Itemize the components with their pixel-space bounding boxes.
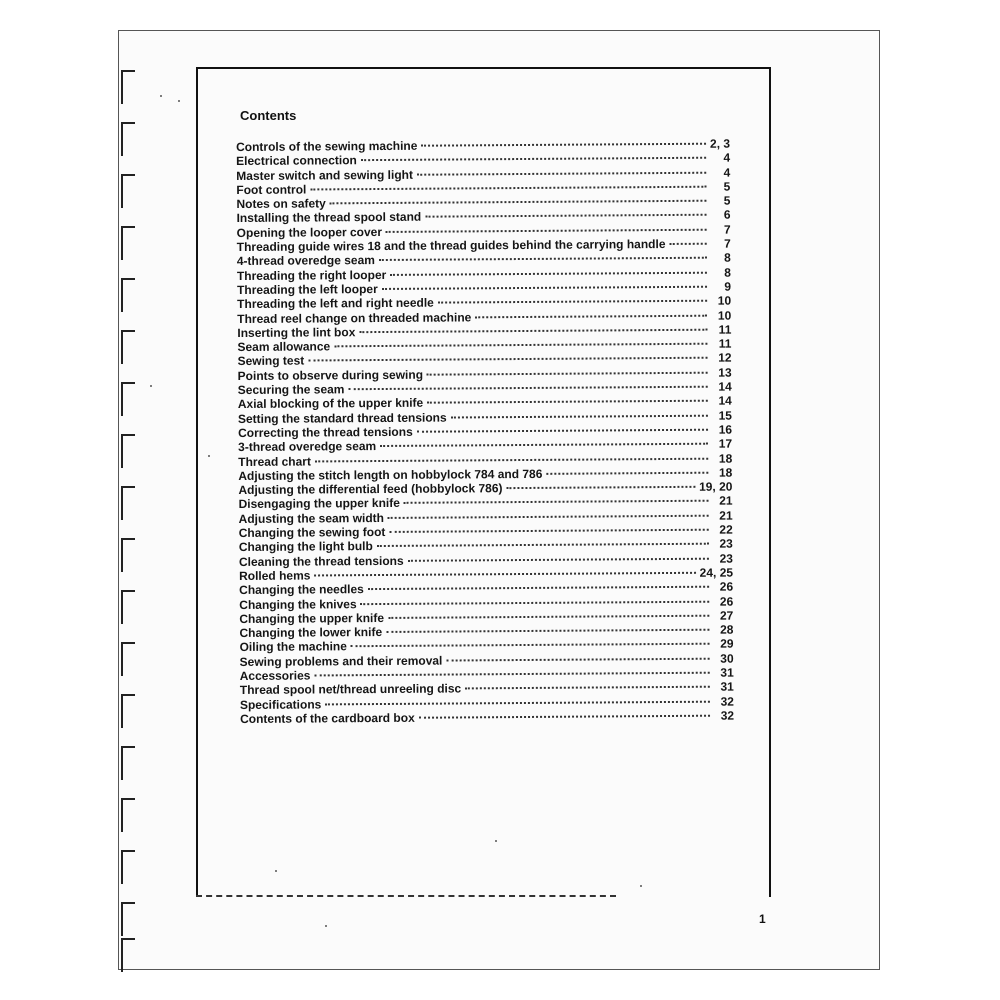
toc-entry-title: Changing the sewing foot [238,524,386,541]
toc-entry-page: 11 [718,322,732,337]
toc-entry-title: Thread spool net/thread unreeling disc [239,681,462,698]
dot-leader [417,171,706,175]
toc-entry-page: 18 [718,451,733,466]
toc-entry-page: 19, 20 [699,479,733,494]
toc-entry-title: 4-thread overedge seam [236,253,375,269]
toc-entry-page: 10 [717,308,732,323]
toc-entry-title: Cleaning the thread tensions [238,553,404,569]
dot-leader [310,186,706,191]
scan-speck [325,925,327,927]
toc-entry-title: Adjusting the stitch length on hobbylock 784 and 786 [238,466,543,483]
toc-entry-title: Correcting the thread tensions [237,424,413,440]
dot-leader [351,643,710,648]
toc-entry-page: 9 [724,279,732,294]
toc-entry-title: Inserting the lint box [237,325,356,340]
toc-entry-page: 12 [718,350,732,366]
binding-ring [121,694,135,728]
dot-leader [386,629,709,633]
toc-entry-page: 32 [720,708,735,723]
toc-entry-title: Changing the lower knife [239,625,383,641]
toc-entry-title: Master switch and sewing light [236,167,413,183]
dot-leader [334,343,707,348]
dot-leader [417,429,708,433]
toc-entry-title: Changing the knives [239,596,357,612]
spiral-binding [121,70,141,970]
toc-entry-title: Threading the left and right needle [237,295,434,312]
dot-leader [425,214,706,218]
dot-leader [669,243,706,245]
toc-entry-page: 21 [719,493,733,509]
dot-leader [330,200,707,205]
toc-entry-title: Sewing test [237,353,305,369]
dot-leader [388,615,709,619]
toc-entry-title: Specifications [239,696,322,712]
dot-leader [427,400,708,404]
binding-ring [121,642,135,676]
scan-speck [208,455,210,457]
toc-entry-title: Installing the thread spool stand [236,210,422,226]
toc-entry-page: 17 [718,436,733,451]
binding-ring [121,382,135,416]
toc-entry-title: Changing the needles [239,582,364,598]
binding-ring [121,434,135,468]
binding-ring [121,70,135,104]
dot-leader [325,700,710,705]
toc-entry-title: Foot control [236,182,307,197]
toc-entry-title: Disengaging the upper knife [238,496,400,512]
toc-entry-page: 13 [718,365,732,380]
dot-leader [404,500,709,504]
dot-leader [506,486,695,489]
toc-entry-page: 32 [720,694,734,709]
dot-leader [359,329,707,333]
toc-entry-page: 5 [723,179,731,194]
toc-entry-title: Changing the upper knife [239,610,385,626]
toc-entry-page: 18 [718,465,733,480]
dot-leader [438,300,707,304]
dot-leader [421,143,706,147]
toc-entry-title: Threading guide wires 18 and the thread guides behind the carrying handle [236,237,666,255]
toc-entry-title: Sewing problems and their removal [239,653,443,669]
scan-speck [275,870,277,872]
dot-leader [377,543,709,547]
scan-speck [160,95,162,97]
binding-ring [121,746,135,780]
binding-ring [121,938,135,972]
toc-entry-page: 7 [723,222,731,237]
binding-ring [121,902,135,936]
scan-speck [640,885,642,887]
dot-leader [361,600,710,604]
dot-leader [314,672,709,677]
dot-leader [379,257,707,261]
toc-entry-title: Rolled hems [238,568,311,583]
toc-entry-page: 8 [724,265,731,280]
binding-ring [121,850,135,884]
dot-leader [446,657,709,661]
binding-ring [121,590,135,624]
dot-leader [419,715,710,719]
toc-entry-page: 10 [717,293,732,308]
toc-entry-title: Securing the seam [237,382,345,398]
scan-speck [150,385,152,387]
toc-entry-page: 27 [719,608,734,623]
dot-leader [314,572,695,577]
toc-entry-title: Adjusting the differential feed (hobbylock 786) [238,481,503,498]
toc-entry-title: Thread chart [238,454,311,469]
table-of-contents [236,137,734,727]
toc-entry-page: 31 [720,665,734,680]
toc-entry-page: 14 [718,379,732,394]
toc-entry-page: 23 [719,551,733,566]
toc-entry-title: Axial blocking of the upper knife [237,396,424,412]
dot-leader [348,386,707,391]
dot-leader [315,457,708,462]
toc-entry-page: 31 [720,679,734,694]
contents-title: Contents [240,108,297,123]
dot-leader [380,443,708,447]
binding-ring [121,538,135,572]
toc-entry-title: Threading the right looper [236,267,387,283]
scan-speck [178,100,180,102]
toc-entry-page: 16 [718,422,733,437]
toc-entry-title: 3-thread overedge seam [238,439,377,455]
scan-speck [495,840,497,842]
dot-leader [308,357,707,362]
toc-entry-page: 11 [718,336,732,351]
toc-entry-page: 5 [723,193,731,208]
toc-entry-page: 2, 3 [709,136,731,151]
dot-leader [386,228,707,232]
dot-leader [451,414,708,418]
toc-entry-page: 6 [723,208,731,223]
binding-ring [121,174,135,208]
page-number: 1 [759,912,766,926]
dot-leader [475,314,707,318]
dot-leader [465,686,710,690]
toc-entry-page: 8 [724,250,731,265]
toc-entry-title: Points to observe during sewing [237,367,424,383]
toc-entry-title: Oiling the machine [239,639,347,655]
dot-leader [390,271,707,275]
toc-entry-page: 29 [720,636,734,652]
dot-leader [361,157,706,161]
toc-entry-title: Notes on safety [236,196,326,212]
toc-entry-page: 14 [718,393,732,408]
toc-entry-title: Opening the looper cover [236,224,383,240]
toc-entry-title: Changing the light bulb [238,539,373,555]
toc-entry-title: Adjusting the seam width [238,510,385,526]
toc-entry-page: 4 [723,150,731,165]
toc-entry-title: Threading the left looper [236,281,378,297]
toc-entry-page: 30 [720,651,734,666]
toc-entry-title: Setting the standard thread tensions [237,410,447,426]
toc-entry-page: 26 [719,579,734,594]
binding-ring [121,798,135,832]
dot-leader [408,557,709,561]
toc-entry-title: Thread reel change on threaded machine [237,309,472,326]
toc-entry-title: Accessories [239,668,311,683]
toc-entry-page: 23 [719,536,733,551]
dot-leader [388,514,709,518]
binding-ring [121,330,135,364]
dot-leader [382,286,707,290]
toc-entry-page: 7 [723,236,731,251]
dot-leader [546,472,708,475]
toc-entry-page: 24, 25 [699,565,734,580]
dot-leader [427,371,708,375]
dot-leader [389,529,708,533]
toc-entry-page: 26 [719,594,734,609]
frame-bottom-rule [196,895,616,897]
toc-entry-title: Controls of the sewing machine [236,138,418,154]
toc-entry-page: 22 [719,522,733,537]
binding-ring [121,486,135,520]
toc-entry-page: 15 [718,408,732,423]
dot-leader [368,586,709,590]
toc-entry-page: 21 [719,508,733,523]
toc-entry-title: Electrical connection [236,153,357,169]
toc-entry-title: Contents of the cardboard box [239,710,415,726]
binding-ring [121,226,135,260]
toc-entry-page: 4 [723,165,731,180]
toc-entry-title: Seam allowance [237,339,331,355]
toc-entry-page: 28 [720,622,734,637]
binding-ring [121,278,135,312]
binding-ring [121,122,135,156]
